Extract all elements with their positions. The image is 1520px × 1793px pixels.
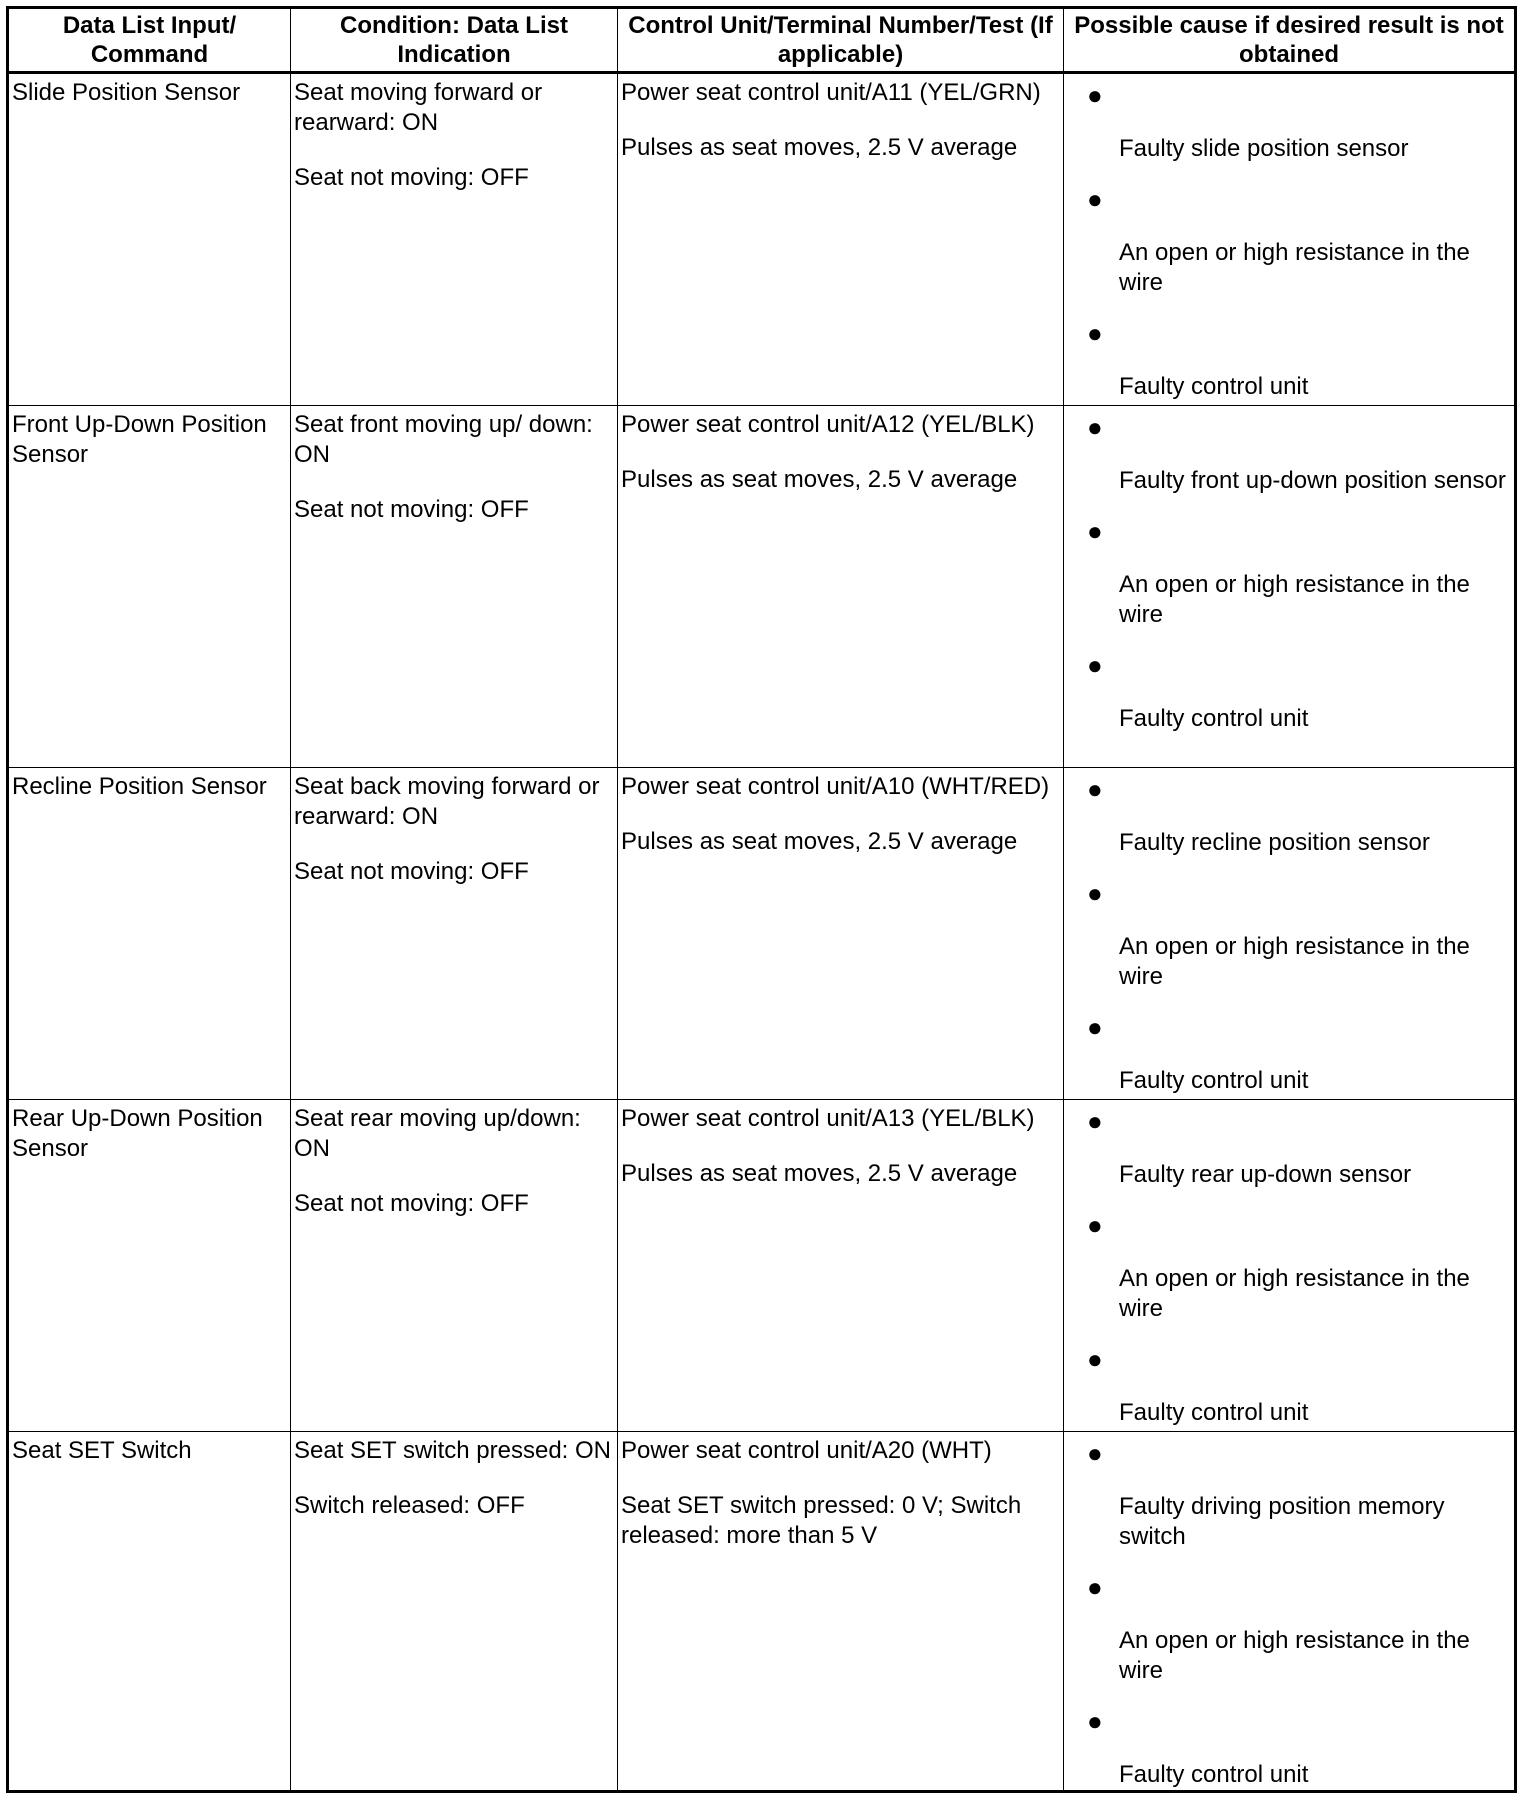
cause-text: An open or high resistance in the wire <box>1119 1265 1470 1322</box>
cause-item <box>1087 774 1511 858</box>
cell-data-list-input <box>8 406 291 768</box>
condition-text: Seat not moving: OFF <box>294 496 529 523</box>
cause-text: Faulty control unit <box>1119 1067 1309 1094</box>
cause-item <box>1087 318 1511 402</box>
condition-text: Seat rear moving up/down: ON <box>294 1105 581 1162</box>
condition-text: Seat back moving forward or rearward: ON <box>294 773 600 830</box>
table-row <box>8 1432 1516 1792</box>
cause-list <box>1067 1106 1511 1428</box>
cause-text: Faulty recline position sensor <box>1119 829 1430 856</box>
cell-possible-cause <box>1064 73 1516 406</box>
cause-list <box>1067 774 1511 1096</box>
header-control-unit: Control Unit/Terminal Number/Test (If applicable) <box>618 8 1064 73</box>
cause-list <box>1067 80 1511 402</box>
cause-text: Faulty control unit <box>1119 1761 1309 1788</box>
cell-data-list-input <box>8 1432 291 1792</box>
cause-text: Faulty control unit <box>1119 373 1309 400</box>
cell-condition <box>291 73 618 406</box>
bullet-icon: ● <box>1087 516 1103 546</box>
control-unit-text: Power seat control unit/A11 (YEL/GRN) <box>621 79 1041 106</box>
header-row <box>8 8 1516 73</box>
input-name: Slide Position Sensor <box>12 79 241 106</box>
bullet-icon: ● <box>1087 412 1103 442</box>
cell-control-unit <box>618 406 1064 768</box>
cell-data-list-input <box>8 73 291 406</box>
control-unit-text: Pulses as seat moves, 2.5 V average <box>621 1160 1018 1187</box>
condition-text: Seat moving forward or rearward: ON <box>294 79 543 136</box>
control-unit-text: Power seat control unit/A20 (WHT) <box>621 1437 992 1464</box>
condition-text: Seat front moving up/ down: ON <box>294 411 593 468</box>
cause-text: An open or high resistance in the wire <box>1119 1627 1470 1684</box>
bullet-icon: ● <box>1087 1106 1103 1136</box>
cell-possible-cause <box>1064 768 1516 1100</box>
bullet-icon: ● <box>1087 318 1103 348</box>
cause-item <box>1087 1572 1511 1686</box>
data-list-table <box>6 6 1517 1793</box>
cell-condition <box>291 1432 618 1792</box>
cause-list <box>1067 1438 1511 1790</box>
bullet-icon: ● <box>1087 1344 1103 1374</box>
bullet-icon: ● <box>1087 1706 1103 1736</box>
table-row <box>8 406 1516 768</box>
bullet-icon: ● <box>1087 650 1103 680</box>
cause-item <box>1087 80 1511 164</box>
control-unit-text: Power seat control unit/A10 (WHT/RED) <box>621 773 1050 800</box>
cause-item <box>1087 1438 1511 1552</box>
cause-text: Faulty driving position memory switch <box>1119 1493 1445 1550</box>
table-row <box>8 73 1516 406</box>
bullet-icon: ● <box>1087 1210 1103 1240</box>
cause-item <box>1087 650 1511 734</box>
control-unit-text: Pulses as seat moves, 2.5 V average <box>621 466 1018 493</box>
condition-text: Seat not moving: OFF <box>294 164 529 191</box>
cause-item <box>1087 184 1511 298</box>
input-name: Front Up-Down Position Sensor <box>12 411 267 468</box>
cause-item <box>1087 878 1511 992</box>
cause-item <box>1087 1344 1511 1428</box>
cause-text: Faulty slide position sensor <box>1119 135 1409 162</box>
input-name: Rear Up-Down Position Sensor <box>12 1105 263 1162</box>
table-body <box>8 73 1516 1792</box>
bullet-icon: ● <box>1087 1012 1103 1042</box>
cell-possible-cause <box>1064 1432 1516 1792</box>
control-unit-text: Seat SET switch pressed: 0 V; Switch released: more than 5 V <box>621 1492 1022 1549</box>
cell-control-unit <box>618 768 1064 1100</box>
cause-item <box>1087 412 1511 496</box>
bullet-icon: ● <box>1087 80 1103 110</box>
cause-item <box>1087 1210 1511 1324</box>
cause-text: An open or high resistance in the wire <box>1119 239 1470 296</box>
header-condition: Condition: Data List Indication <box>291 8 618 73</box>
diagnostic-table-container <box>6 6 1514 1788</box>
condition-text: Seat SET switch pressed: ON <box>294 1437 612 1464</box>
input-name: Seat SET Switch <box>12 1437 192 1464</box>
bullet-icon: ● <box>1087 184 1103 214</box>
table-row <box>8 1100 1516 1432</box>
condition-text: Seat not moving: OFF <box>294 858 529 885</box>
condition-text: Switch released: OFF <box>294 1492 525 1519</box>
control-unit-text: Power seat control unit/A13 (YEL/BLK) <box>621 1105 1035 1132</box>
condition-text: Seat not moving: OFF <box>294 1190 529 1217</box>
cell-possible-cause <box>1064 406 1516 768</box>
header-possible-cause: Possible cause if desired result is not obtained <box>1064 8 1516 73</box>
cell-condition <box>291 768 618 1100</box>
bullet-icon: ● <box>1087 1572 1103 1602</box>
cell-condition <box>291 406 618 768</box>
table-row <box>8 768 1516 1100</box>
bullet-icon: ● <box>1087 1438 1103 1468</box>
cause-text: An open or high resistance in the wire <box>1119 933 1470 990</box>
cause-item <box>1087 1106 1511 1190</box>
bullet-icon: ● <box>1087 774 1103 804</box>
cause-text: Faulty front up-down position sensor <box>1119 467 1506 494</box>
cause-item <box>1087 1012 1511 1096</box>
cell-data-list-input <box>8 1100 291 1432</box>
cell-possible-cause <box>1064 1100 1516 1432</box>
cause-text: Faulty rear up-down sensor <box>1119 1161 1412 1188</box>
cause-list <box>1067 412 1511 734</box>
control-unit-text: Power seat control unit/A12 (YEL/BLK) <box>621 411 1035 438</box>
cause-item <box>1087 1706 1511 1790</box>
cause-item <box>1087 516 1511 630</box>
control-unit-text: Pulses as seat moves, 2.5 V average <box>621 134 1018 161</box>
cause-text: Faulty control unit <box>1119 705 1309 732</box>
cell-control-unit <box>618 1432 1064 1792</box>
cell-condition <box>291 1100 618 1432</box>
bullet-icon: ● <box>1087 878 1103 908</box>
control-unit-text: Pulses as seat moves, 2.5 V average <box>621 828 1018 855</box>
input-name: Recline Position Sensor <box>12 773 267 800</box>
cell-control-unit <box>618 1100 1064 1432</box>
header-data-list-input: Data List Input/ Command <box>8 8 291 73</box>
cell-control-unit <box>618 73 1064 406</box>
cause-text: Faulty control unit <box>1119 1399 1309 1426</box>
cell-data-list-input <box>8 768 291 1100</box>
cause-text: An open or high resistance in the wire <box>1119 571 1470 628</box>
